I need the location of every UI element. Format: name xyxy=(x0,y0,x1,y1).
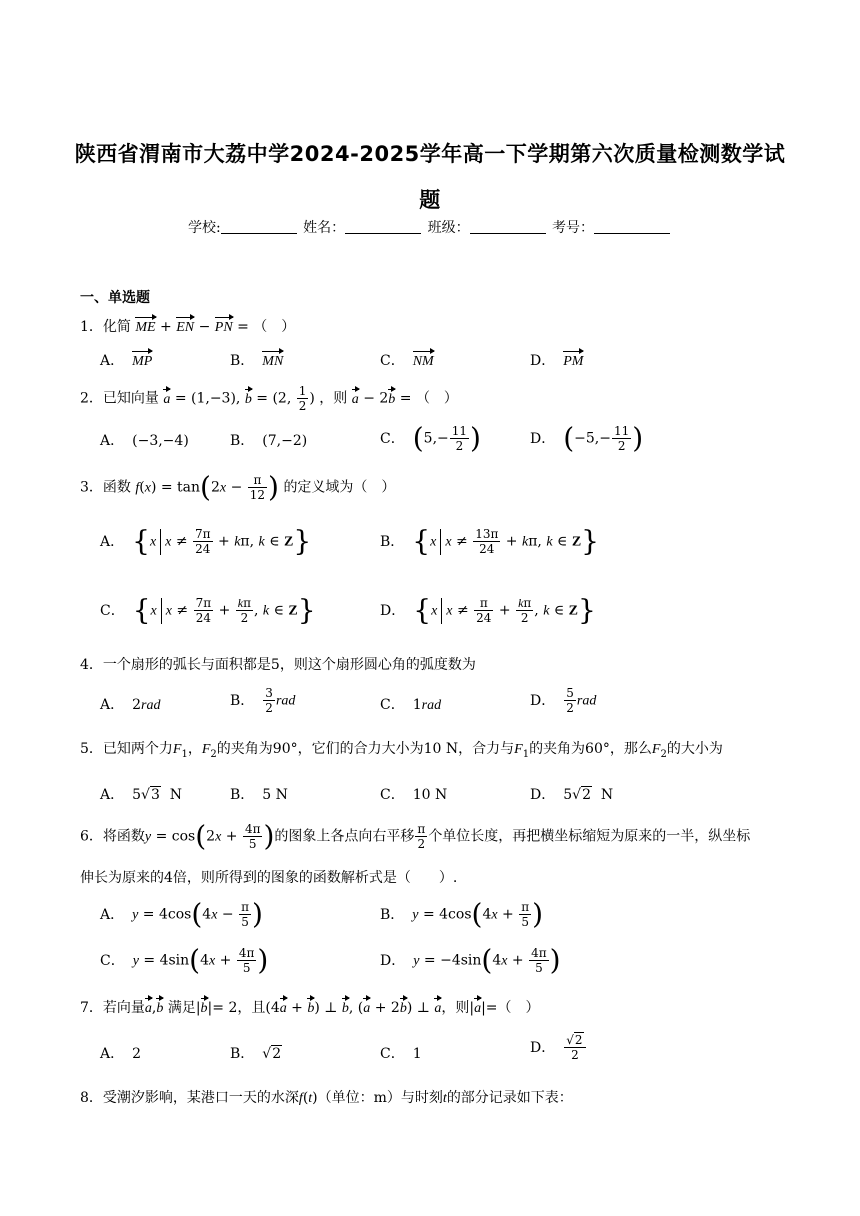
school-label: 学校: xyxy=(187,220,221,236)
class-blank[interactable] xyxy=(470,219,546,234)
q5-option-b[interactable]: B． 5 N xyxy=(230,787,288,803)
question-1: 1．化简 ME + EN − PN = （ ） xyxy=(80,319,296,335)
exam-number-blank[interactable] xyxy=(594,219,670,234)
class-label: 班级： xyxy=(427,220,470,236)
q6-option-d[interactable]: D． y = −4sin(4x + $\frac{4\pi}{5}$ ) xyxy=(380,943,561,977)
q4-option-c[interactable]: C． 1rad xyxy=(380,697,442,713)
q3-option-c[interactable]: C． {x x ≠ $\frac{7\pi}{24}$ + $\frac{k\pi}{2}$ , k ∈ Z} xyxy=(100,593,316,627)
q3-option-a[interactable]: A． {x x ≠ $\frac{7\pi}{24}$ + kπ, k ∈ Z} xyxy=(100,524,312,558)
q1-option-d[interactable]: D． PM xyxy=(530,353,584,369)
school-blank[interactable] xyxy=(221,219,297,234)
q4-option-b[interactable]: B． $\frac{3}{2}$ rad xyxy=(230,686,296,715)
name-blank[interactable] xyxy=(345,219,421,234)
exam-number-label: 考号： xyxy=(552,220,595,236)
q3-option-b[interactable]: B． {x x ≠ $\frac{13\pi}{24}$ + kπ, k ∈ Z} xyxy=(380,524,599,558)
question-3: 3．函数 f(x) = tan(2x − $\frac{\pi}{12}$ ) 的定义域为（ ） xyxy=(80,470,396,504)
student-info-line xyxy=(0,217,860,237)
q1-option-a[interactable]: A． MP xyxy=(100,353,153,369)
question-7: 7．若向量a,b 满足|b|= 2，且(4a + b) ⊥ b, (a + 2b) ⊥ a，则|a|=（ ） xyxy=(80,1000,540,1016)
question-4: 4．一个扇形的弧长与面积都是5，则这个扇形圆心角的弧度数为 xyxy=(80,657,476,673)
q2-option-b[interactable]: B． (7,−2) xyxy=(230,433,308,449)
question-6-line-2: 伸长为原来的4倍，则所得到的图象的函数解析式是（ ）. xyxy=(80,870,458,886)
q4-option-a[interactable]: A． 2rad xyxy=(100,697,161,713)
q4-option-d[interactable]: D． $\frac{5}{2}$ rad xyxy=(530,686,597,715)
question-6: 6．将函数y = cos(2x + $\frac{4\pi}{5}$ )的图象上各点向右平移 $\frac{\pi}{2}$ 个单位长度，再把横坐标缩短为原来的一半，纵坐标 xyxy=(80,819,751,853)
q1-option-b[interactable]: B． MN xyxy=(230,353,284,369)
q2-option-a[interactable]: A． (−3,−4) xyxy=(100,433,189,449)
question-8: 8．受潮汐影响，某港口一天的水深f(t)（单位：m）与时刻t的部分记录如下表： xyxy=(80,1090,573,1106)
q7-option-d[interactable]: D． $\frac{√2}{2}$ xyxy=(530,1033,587,1062)
question-2: 2．已知向量 a = (1,−3), b = (2, $\frac{1}{2}$ ) ，则 a − 2b = （ ） xyxy=(80,384,458,413)
q7-option-b[interactable]: B． √2 xyxy=(230,1046,282,1062)
q5-option-d[interactable]: D． 5√2 N xyxy=(530,787,614,803)
exam-title-line-2: 题 xyxy=(419,188,441,212)
exam-title-line-1: 陕西省渭南市大荔中学2024-2025学年高一下学期第六次质量检测数学试 xyxy=(74,142,786,166)
q6-option-c[interactable]: C． y = 4sin(4x + $\frac{4\pi}{5}$ ) xyxy=(100,943,269,977)
q1-option-c[interactable]: C． NM xyxy=(380,353,434,369)
q7-option-c[interactable]: C． 1 xyxy=(380,1046,422,1062)
q3-option-d[interactable]: D． {x x ≠ $\frac{\pi}{24}$ + $\frac{k\pi}{2}$ , k ∈ Z} xyxy=(380,593,596,627)
q5-option-a[interactable]: A． 5√3 N xyxy=(100,787,183,803)
q7-option-a[interactable]: A． 2 xyxy=(100,1046,142,1062)
q5-option-c[interactable]: C． 10 N xyxy=(380,787,448,803)
q6-option-b[interactable]: B． y = 4cos(4x + $\frac{\pi}{5}$ ) xyxy=(380,897,544,931)
q2-option-d[interactable]: D． (−5,− $\frac{11}{2}$ ) xyxy=(530,421,644,455)
question-5: 5．已知两个力$F_1$，$F_2$的夹角为90°，它们的合力大小为10 N，合力与$F_1$的夹角为60°，那么$F_2$的大小为 xyxy=(80,741,723,760)
q2-option-c[interactable]: C． (5,− $\frac{11}{2}$ ) xyxy=(380,421,481,455)
q6-option-a[interactable]: A． y = 4cos(4x − $\frac{\pi}{5}$ ) xyxy=(100,897,263,931)
name-label: 姓名： xyxy=(303,220,346,236)
section-title: 一、单选题 xyxy=(80,290,150,306)
